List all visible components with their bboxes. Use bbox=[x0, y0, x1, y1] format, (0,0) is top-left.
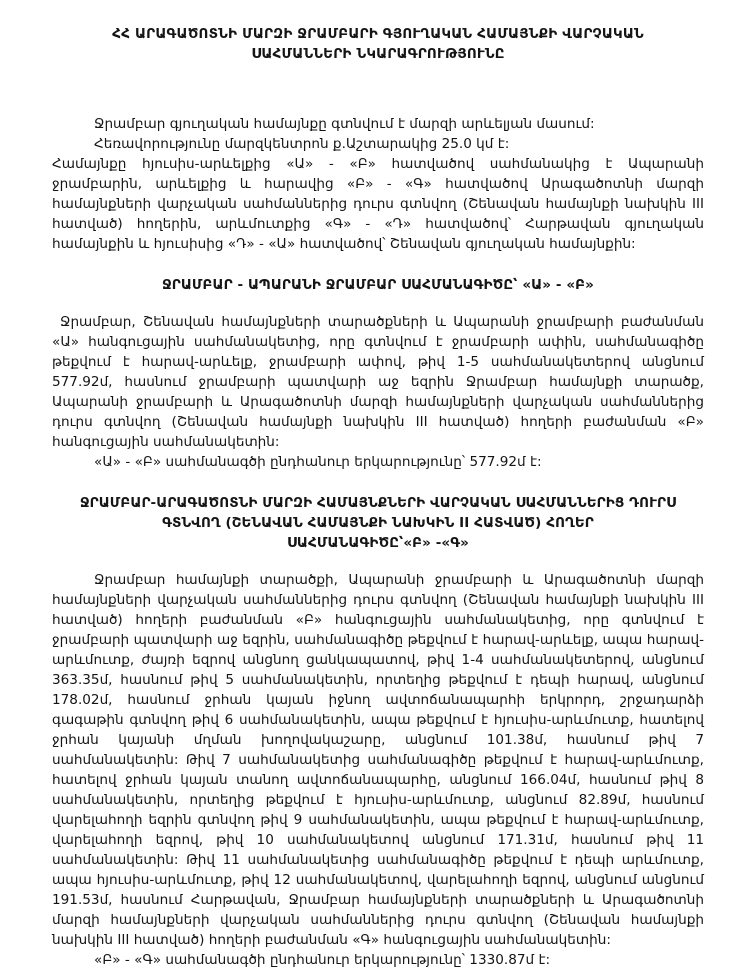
section-ab-length-note: «Ա» - «Բ» սահմանագծի ընդհանուր երկարությունը՝ 577.92մ է: bbox=[94, 454, 542, 470]
intro-paragraph-location: Ջրամբար գյուղական համայնքը գտնվում է մարզի արևելյան մասում: bbox=[94, 116, 595, 132]
section-bg-heading-line2: ԳՏՆՎՈՂ (ՇԵՆԱՎԱՆ ՀԱՄԱՅՆՔԻ ՆԱԽԿԻՆ II ՀԱՏՎԱԾ) ՀՈՂԵՐ bbox=[162, 515, 594, 531]
section-ab-heading: ՋՐԱՄԲԱՐ - ԱՊԱՐԱՆԻ ՋՐԱՄԲԱՐ ՍԱՀՄԱՆԱԳԻԾԸ՝ «Ա» - «Բ» bbox=[162, 277, 594, 293]
section-bg-heading-line3: ՍԱՀՄԱՆԱԳԻԾԸ՝«Բ» -«Գ» bbox=[286, 535, 470, 551]
section-bg-body: Ջրամբար համայնքի տարածքի, Ապարանի ջրամբարի և Արագածոտնի մարզի համայնքների վարչական սահմաններից դուրս գտնվող (Շենավան համայնքի նախկին III հատված) հողերի բաժանման «Բ» հանգուցային սահմանակետից, որը գտնվում է ջրամբարի պատվարի աջ եզրին, սահմանագիծը թեքվում է հարավ-արևելք, ապա հարավ-արևմուտք, ժայռի եզրով անցնող ցանկապատով, թիվ 1-4 սահմանակետերով, անցնում 363.35մ, հասնում թիվ 5 սահմանակետին, որտեղից թեքվում է դեպի հարավ, անցնում 178.02մ, հասնում ջրհան կայան իջնող ավտոճանապարհի երկրորդ, շրջադարձի գագաթին գտնվող թիվ 6 սահմանակետին, ապա թեքվում է հյուսիս-արևմուտք, հատելով ջրհան կայանի մղման խողովակաշարը, անցնում 101.38մ, հասնում թիվ 7 սահմանակետին: Թիվ 7 սահմանակետից սահմանագիծը թեքվում է հարավ-արևմուտք, հատելով ջրհան կայան տանող ավտոճանապարհը, անցնում 166.04մ, հասնում թիվ 8 սահմանակետին, որտեղից թեքվում է հյուսիս-արևմուտք, անցնում 82.89մ, հասնում վարելահողի եզրին գտնվող թիվ 9 սահմանակետին, ապա թեքվում է հարավ-արևմուտք, վարելահողի եզրով, թիվ 10 սահմանակետով անցնում 171.31մ, հասնում թիվ 11 սահմանակետին: Թիվ 11 սահմանակետից սահմանագիծը թեքվում է դեպի արևմուտք, ապա հյուսիս-արևմուտք, թիվ 12 սահմանակետով, վարելահողի եզրով, անցնում անցնում 191.53մ, հասնում Հարթավան, Ջրամբար համայնքների տարածքների և Արագածոտնի մարզի համայնքների վարչական սահմաններից դուրս գտնվող (Շենավան համայնքի նախկին III հատված) հողերի բաժանման «Գ» հանգուցային սահմանակետին: bbox=[52, 572, 704, 948]
section-bg-heading bbox=[52, 493, 704, 553]
intro-paragraph-borders: Համայնքը հյուսիս-արևելքից «Ա» - «Բ» հատվածով սահմանակից է Ապարանի ջրամբարին, արևելքից և հարավից «Բ» - «Գ» հատվածով Արագածոտնի մարզի համայնքների վարչական սահմաններից դուրս գտնվող (Շենավան համայնքի նախկին III հատված) հողերին, արևմուտքից «Գ» - «Դ» հատվածով՝ Հարթավան գյուղական համայնքին և հյուսիսից «Դ» - «Ա» հատվածով՝ Շենավան գյուղական համայնքին: bbox=[52, 156, 704, 252]
section-bg-length-note: «Բ» - «Գ» սահմանագծի ընդհանուր երկարությունը՝ 1330.87մ է: bbox=[94, 952, 551, 968]
section-ab-body: Ջրամբար, Շենավան համայնքների տարածքների և Ապարանի ջրամբարի բաժանման «Ա» հանգուցային սահմանակետից, որը գտնվում է ջրամբարի ափին, սահմանագիծը թեքվում է հարավ-արևելք, ջրամբարի ափով, թիվ 1-5 սահմանակետերով անցնում 577.92մ, հասնում ջրամբարի պատվարի աջ եզրին Ջրամբար համայնքի տարածք, Ապարանի ջրամբարի և Արագածոտնի մարզի համայնքների վարչական սահմաններից դուրս գտնվող (Շենավան համայնքի նախկին III հատված) հողերի բաժանման «Բ» հանգուցային սահմանակետին: bbox=[52, 314, 704, 450]
intro-paragraph-distance: Հեռավորությունը մարզկենտրոն ք.Աշտարակից 25.0 կմ է: bbox=[94, 136, 510, 152]
title-spacer bbox=[52, 64, 704, 114]
section-bg-heading-line1: ՋՐԱՄԲԱՐ-ԱՐԱԳԱԾՈՏՆԻ ՄԱՐԶԻ ՀԱՄԱՅՆՔՆԵՐԻ ՎԱՐՉԱԿԱՆ ՍԱՀՄԱՆՆԵՐԻՑ ԴՈՒՐՍ bbox=[79, 495, 677, 511]
document-title: ՀՀ ԱՐԱԳԱԾՈՏՆԻ ՄԱՐԶԻ ՋՐԱՄԲԱՐԻ ԳՅՈՒՂԱԿԱՆ ՀԱՄԱՅՆՔԻ ՎԱՐՉԱԿԱՆ ՍԱՀՄԱՆՆԵՐԻ ՆԿԱՐԱԳՐՈՒԹՅՈՒՆԸ bbox=[112, 26, 644, 62]
